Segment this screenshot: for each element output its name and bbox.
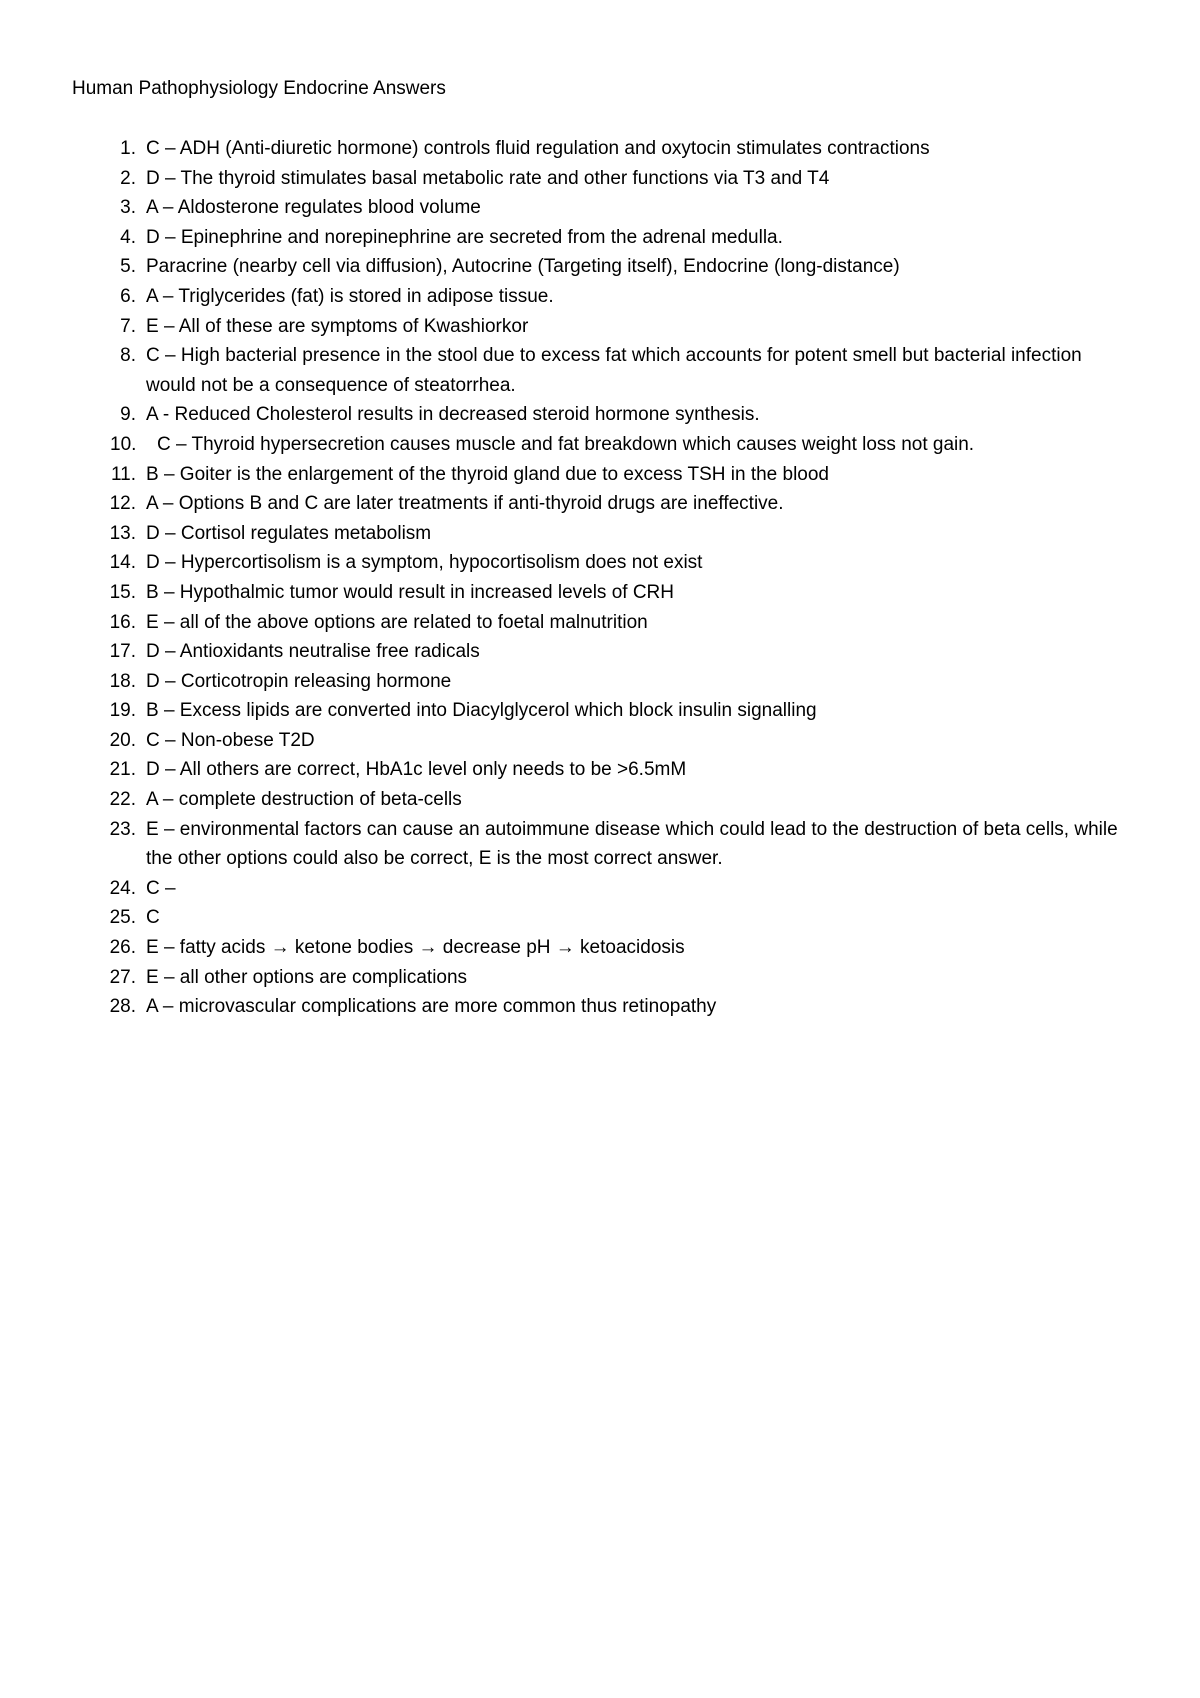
list-item — [0, 400, 1200, 430]
item-number: 15. — [109, 581, 136, 603]
item-text: A – Triglycerides (fat) is stored in adipose tissue. — [146, 285, 554, 307]
item-text: C – Non-obese T2D — [146, 729, 315, 751]
list-item — [0, 933, 1200, 963]
item-number: 26. — [109, 937, 136, 959]
item-number: 7. — [120, 315, 136, 337]
item-text: A – microvascular complications are more common thus retinopathy — [146, 996, 717, 1018]
list-item — [0, 489, 1200, 519]
item-number: 14. — [109, 552, 136, 574]
item-text: A - Reduced Cholesterol results in decreased steroid hormone synthesis. — [146, 404, 760, 426]
list-item — [0, 430, 1200, 460]
list-item — [0, 312, 1200, 342]
item-text: D – Cortisol regulates metabolism — [146, 522, 432, 544]
item-text: D – Corticotropin releasing hormone — [146, 670, 452, 692]
item-number: 6. — [120, 285, 136, 307]
list-item — [0, 460, 1200, 490]
item-text: Paracrine (nearby cell via diffusion), Autocrine (Targeting itself), Endocrine (long-distance) — [146, 256, 900, 278]
item-text: C – ADH (Anti-diuretic hormone) controls fluid regulation and oxytocin stimulates contractions — [146, 138, 930, 159]
item-number: 19. — [109, 700, 136, 722]
list-item — [0, 578, 1200, 608]
item-text: D – The thyroid stimulates basal metabolic rate and other functions via T3 and T4 — [146, 167, 830, 189]
item-text: C – High bacterial presence in the stool due to excess fat which accounts for potent smell but bacterial infection would not be a consequence of steatorrhea. — [146, 345, 1082, 396]
item-number: 11. — [110, 463, 136, 485]
item-number: 27. — [109, 966, 136, 988]
item-number: 17. — [109, 641, 136, 663]
item-text: A – complete destruction of beta-cells — [146, 789, 462, 811]
item-number: 25. — [109, 907, 136, 929]
item-text: E – environmental factors can cause an autoimmune disease which could lead to the destruction of beta cells, while the other options could also be correct, E is the most correct answer. — [146, 818, 1118, 870]
item-number: 8. — [120, 345, 136, 367]
item-number: 9. — [120, 404, 136, 426]
list-item — [0, 252, 1200, 282]
item-number: 3. — [120, 197, 136, 219]
item-text: A – Options B and C are later treatments if anti-thyroid drugs are ineffective. — [146, 493, 784, 515]
list-item — [0, 282, 1200, 312]
item-number: 5. — [120, 256, 136, 278]
item-number: 1. — [120, 138, 136, 159]
item-number: 13. — [109, 522, 136, 544]
item-number: 22. — [109, 789, 136, 811]
list-item — [0, 519, 1200, 549]
list-item — [0, 755, 1200, 785]
list-item — [0, 815, 1200, 874]
item-number: 10. — [110, 433, 137, 455]
list-item — [0, 193, 1200, 223]
list-item — [0, 341, 1200, 400]
item-text: C – Thyroid hypersecretion causes muscle and fat breakdown which causes weight loss not gain. — [157, 433, 975, 455]
item-text: D – Antioxidants neutralise free radicals — [146, 641, 480, 663]
list-item — [0, 134, 1200, 164]
item-number: 23. — [109, 818, 136, 840]
list-item — [0, 637, 1200, 667]
list-item — [0, 223, 1200, 253]
item-number: 28. — [109, 996, 136, 1018]
list-item — [0, 726, 1200, 756]
item-number: 12. — [109, 493, 136, 515]
list-item — [0, 608, 1200, 638]
item-text: B – Excess lipids are converted into Diacylglycerol which block insulin signalling — [146, 700, 817, 722]
list-item — [0, 696, 1200, 726]
item-text: E – all of the above options are related to foetal malnutrition — [146, 611, 648, 633]
item-text: B – Goiter is the enlargement of the thyroid gland due to excess TSH in the blood — [146, 463, 829, 485]
item-number: 20. — [109, 729, 136, 751]
item-text: C – — [146, 877, 176, 899]
item-text: B – Hypothalmic tumor would result in increased levels of CRH — [146, 581, 674, 603]
answer-list — [0, 134, 1200, 1022]
item-number: 4. — [120, 226, 136, 248]
list-item — [0, 164, 1200, 194]
list-item — [0, 874, 1200, 904]
list-item — [0, 785, 1200, 815]
list-item — [0, 548, 1200, 578]
list-item — [0, 992, 1200, 1022]
item-number: 21. — [109, 759, 136, 781]
item-text: D – Hypercortisolism is a symptom, hypocortisolism does not exist — [146, 552, 703, 574]
list-item — [0, 963, 1200, 993]
item-number: 24. — [109, 877, 136, 899]
item-number: 16. — [109, 611, 136, 633]
item-text: C — [146, 907, 160, 929]
list-item — [0, 667, 1200, 697]
item-text: D – All others are correct, HbA1c level only needs to be >6.5mM — [146, 759, 687, 781]
item-number: 18. — [109, 670, 136, 692]
item-text: E – all other options are complications — [146, 966, 468, 988]
item-text: E – fatty acids → ketone bodies → decrease pH → ketoacidosis — [146, 937, 685, 959]
document-title: Human Pathophysiology Endocrine Answers — [72, 78, 446, 99]
item-text: D – Epinephrine and norepinephrine are secreted from the adrenal medulla. — [146, 226, 783, 248]
item-text: E – All of these are symptoms of Kwashiorkor — [146, 315, 529, 337]
list-item — [0, 903, 1200, 933]
item-text: A – Aldosterone regulates blood volume — [146, 197, 481, 219]
item-number: 2. — [120, 167, 136, 189]
